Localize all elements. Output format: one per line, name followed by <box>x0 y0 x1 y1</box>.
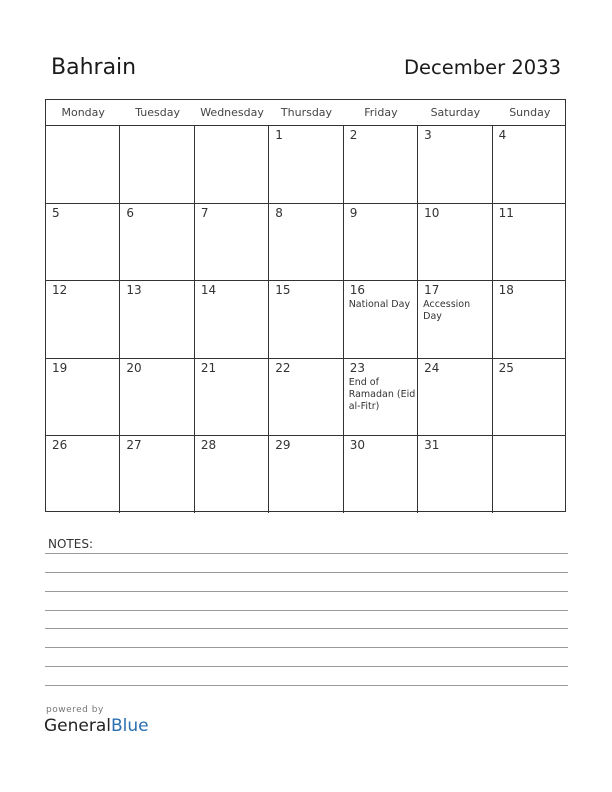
day-cell <box>493 203 567 281</box>
calendar-grid <box>45 99 566 512</box>
day-cell <box>120 280 194 358</box>
week-row <box>46 280 565 359</box>
week-row <box>46 358 565 437</box>
weekday-sunday: Sunday <box>509 106 551 119</box>
note-line <box>45 610 568 611</box>
day-cell <box>46 435 120 513</box>
day-cell <box>493 435 567 513</box>
day-number: 14 <box>200 283 217 297</box>
day-cell <box>46 358 120 436</box>
day-number: 8 <box>275 205 283 220</box>
day-cell <box>195 203 269 281</box>
brand-general-text: General <box>44 716 111 736</box>
day-number: 9 <box>349 205 358 220</box>
generalblue-logo <box>44 716 149 736</box>
day-number: 12 <box>52 283 68 297</box>
week-row <box>46 435 565 513</box>
day-cell <box>344 435 418 513</box>
day-cell <box>493 280 567 358</box>
note-line <box>45 666 568 667</box>
day-number: 19 <box>52 360 68 375</box>
day-number: 23 <box>349 360 365 375</box>
day-number: 15 <box>275 283 291 297</box>
holiday-label: End of Ramadan (Eid al-Fitr) <box>348 376 416 412</box>
day-number: 2 <box>349 128 358 142</box>
week-row <box>46 125 565 204</box>
day-number: 3 <box>424 128 432 142</box>
day-number: 26 <box>52 438 68 452</box>
day-number: 16 <box>349 283 365 297</box>
weekday-monday: Monday <box>61 106 105 119</box>
note-line <box>45 591 568 592</box>
day-cell <box>344 358 418 436</box>
weekday-saturday: Saturday <box>430 106 481 119</box>
note-line <box>45 685 568 686</box>
day-number: 17 <box>424 283 440 297</box>
day-number: 22 <box>275 360 291 375</box>
note-line <box>45 628 568 629</box>
day-number: 13 <box>126 283 142 297</box>
day-cell <box>344 280 418 358</box>
day-number: 25 <box>498 360 514 375</box>
brand-blue-text: Blue <box>111 716 149 736</box>
notes-label: NOTES: <box>48 537 93 551</box>
day-number: 28 <box>200 438 217 452</box>
holiday-label: Accession Day <box>423 299 471 322</box>
powered-by-text: powered by <box>46 705 104 715</box>
day-cell <box>344 125 418 203</box>
weekday-header-row <box>46 100 565 126</box>
day-cell <box>46 125 120 203</box>
day-number: 31 <box>424 438 440 452</box>
day-number: 5 <box>52 205 60 220</box>
day-cell <box>269 203 343 281</box>
day-cell <box>269 280 343 358</box>
day-cell <box>418 280 492 358</box>
day-number: 18 <box>498 283 514 297</box>
day-cell <box>195 125 269 203</box>
note-line <box>45 647 568 648</box>
day-cell <box>195 435 269 513</box>
day-number: 29 <box>275 438 291 452</box>
day-cell <box>120 125 194 203</box>
day-cell <box>493 358 567 436</box>
country-title: Bahrain <box>51 55 137 80</box>
weekday-wednesday: Wednesday <box>200 106 264 119</box>
weekday-tuesday: Tuesday <box>135 106 181 119</box>
holiday-label: National Day <box>348 299 411 310</box>
day-number: 6 <box>126 205 135 220</box>
day-cell <box>269 435 343 513</box>
day-number: 11 <box>498 205 514 220</box>
note-line <box>45 553 568 554</box>
weekday-friday: Friday <box>364 106 398 119</box>
day-cell <box>269 125 343 203</box>
day-number: 21 <box>200 360 217 375</box>
note-line <box>45 572 568 573</box>
day-cell <box>195 358 269 436</box>
day-cell <box>418 358 492 436</box>
day-cell <box>120 203 194 281</box>
month-year-title: December 2033 <box>404 56 561 79</box>
day-cell <box>195 280 269 358</box>
day-cell <box>46 203 120 281</box>
week-row <box>46 203 565 282</box>
day-cell <box>493 125 567 203</box>
day-cell <box>418 125 492 203</box>
day-number: 20 <box>126 360 142 375</box>
day-cell <box>269 358 343 436</box>
day-number: 1 <box>275 128 283 142</box>
day-number: 4 <box>498 128 507 142</box>
day-cell <box>120 358 194 436</box>
weekday-thursday: Thursday <box>280 106 333 119</box>
day-cell <box>418 203 492 281</box>
day-cell <box>120 435 194 513</box>
day-number: 24 <box>424 360 440 375</box>
day-number: 27 <box>126 438 142 452</box>
day-cell <box>344 203 418 281</box>
day-number: 10 <box>424 205 440 220</box>
day-cell <box>46 280 120 358</box>
day-number: 30 <box>349 438 365 452</box>
day-cell <box>418 435 492 513</box>
day-number: 7 <box>200 205 209 220</box>
